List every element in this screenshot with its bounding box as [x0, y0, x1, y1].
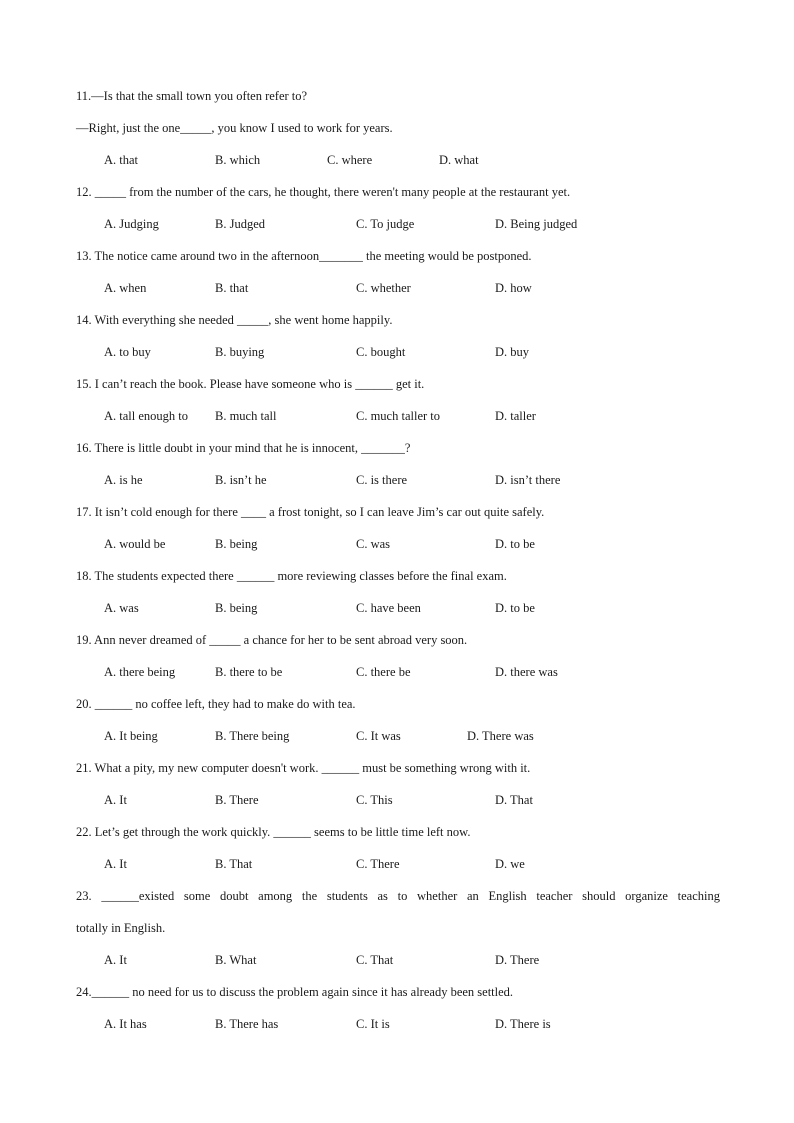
question-12-option-b: B. Judged [215, 217, 265, 231]
question-12-option-c: C. To judge [356, 217, 415, 231]
question-18-option-b: B. being [215, 601, 258, 615]
question-11-option-b: B. which [215, 153, 261, 167]
question-14-stem: 14. With everything she needed _____, she went home happily. [76, 313, 393, 327]
question-22-option-a: A. It [104, 857, 127, 871]
question-11-stem-line-2: —Right, just the one_____, you know I used to work for years. [76, 121, 393, 135]
question-11-stem-line-1: 11.—Is that the small town you often refer to? [76, 89, 308, 103]
question-16-options [76, 472, 720, 504]
question-11-option-c: C. where [327, 153, 373, 167]
question-12-option-a: A. Judging [104, 217, 159, 231]
question-15-option-d: D. taller [495, 409, 536, 423]
worksheet [76, 88, 720, 1048]
question-17-stem: 17. It isn’t cold enough for there ____ a frost tonight, so I can leave Jim’s car out quite safely. [76, 505, 545, 519]
question-13-option-a: A. when [104, 281, 147, 295]
question-18-stem: 18. The students expected there ______ more reviewing classes before the final exam. [76, 569, 507, 583]
question-21-option-c: C. This [356, 793, 393, 807]
question-20-option-d: D. There was [467, 729, 534, 743]
question-13-option-d: D. how [495, 281, 532, 295]
question-20-options [76, 728, 720, 760]
question-14-options [76, 344, 720, 376]
question-12-stem: 12. _____ from the number of the cars, he thought, there weren't many people at the restaurant yet. [76, 185, 571, 199]
question-11-option-a: A. that [104, 153, 139, 167]
question-17-options [76, 536, 720, 568]
question-12-options [76, 216, 720, 248]
question-18-option-c: C. have been [356, 601, 421, 615]
question-13-options [76, 280, 720, 312]
question-24-option-a: A. It has [104, 1017, 147, 1031]
question-17-option-b: B. being [215, 537, 258, 551]
question-22-options [76, 856, 720, 888]
question-24-stem: 24.______ no need for us to discuss the problem again since it has already been settled. [76, 985, 514, 999]
question-19-option-d: D. there was [495, 665, 558, 679]
question-16-stem: 16. There is little doubt in your mind that he is innocent, _______? [76, 441, 411, 455]
question-16-option-c: C. is there [356, 473, 408, 487]
question-14-option-d: D. buy [495, 345, 530, 359]
question-21-stem: 21. What a pity, my new computer doesn't work. ______ must be something wrong with it. [76, 761, 531, 775]
question-14-option-c: C. bought [356, 345, 406, 359]
question-12-option-d: D. Being judged [495, 217, 578, 231]
question-15-option-b: B. much tall [215, 409, 277, 423]
question-19-stem: 19. Ann never dreamed of _____ a chance for her to be sent abroad very soon. [76, 633, 468, 647]
question-24-option-b: B. There has [215, 1017, 279, 1031]
question-11-option-d: D. what [439, 153, 479, 167]
question-19-option-b: B. there to be [215, 665, 283, 679]
question-20-option-a: A. It being [104, 729, 158, 743]
question-16-option-b: B. isn’t he [215, 473, 267, 487]
question-23-stem-line-2: totally in English. [76, 921, 166, 935]
question-24-option-c: C. It is [356, 1017, 390, 1031]
question-24-options [76, 1016, 720, 1048]
question-23-option-a: A. It [104, 953, 127, 967]
question-15-option-a: A. tall enough to [104, 409, 189, 423]
question-16-option-d: D. isn’t there [495, 473, 561, 487]
question-21-option-b: B. There [215, 793, 259, 807]
question-13-stem: 13. The notice came around two in the afternoon_______ the meeting would be postponed. [76, 249, 532, 263]
question-20-stem: 20. ______ no coffee left, they had to make do with tea. [76, 697, 356, 711]
question-11-options [76, 152, 720, 184]
question-17-option-c: C. was [356, 537, 391, 551]
question-23-option-d: D. There [495, 953, 540, 967]
question-21-options [76, 792, 720, 824]
question-16-option-a: A. is he [104, 473, 143, 487]
question-23-stem-line-1: 23. ______existed some doubt among the students as to whether an English teacher should organize teaching [76, 889, 720, 903]
question-21-option-a: A. It [104, 793, 127, 807]
question-15-stem: 15. I can’t reach the book. Please have someone who is ______ get it. [76, 377, 425, 391]
question-21-option-d: D. That [495, 793, 533, 807]
question-17-option-d: D. to be [495, 537, 535, 551]
question-22-option-b: B. That [215, 857, 253, 871]
question-23-options [76, 952, 720, 984]
question-14-option-b: B. buying [215, 345, 265, 359]
question-13-option-b: B. that [215, 281, 249, 295]
question-23-option-b: B. What [215, 953, 257, 967]
question-20-option-b: B. There being [215, 729, 290, 743]
question-18-options [76, 600, 720, 632]
question-18-option-d: D. to be [495, 601, 535, 615]
question-19-options [76, 664, 720, 696]
question-18-option-a: A. was [104, 601, 139, 615]
question-22-stem: 22. Let’s get through the work quickly. ______ seems to be little time left now. [76, 825, 471, 839]
question-24-option-d: D. There is [495, 1017, 551, 1031]
question-20-option-c: C. It was [356, 729, 401, 743]
question-23-option-c: C. That [356, 953, 394, 967]
question-13-option-c: C. whether [356, 281, 411, 295]
question-22-option-d: D. we [495, 857, 525, 871]
question-14-option-a: A. to buy [104, 345, 151, 359]
question-15-options [76, 408, 720, 440]
question-15-option-c: C. much taller to [356, 409, 441, 423]
question-22-option-c: C. There [356, 857, 400, 871]
question-19-option-c: C. there be [356, 665, 411, 679]
question-17-option-a: A. would be [104, 537, 166, 551]
question-19-option-a: A. there being [104, 665, 176, 679]
